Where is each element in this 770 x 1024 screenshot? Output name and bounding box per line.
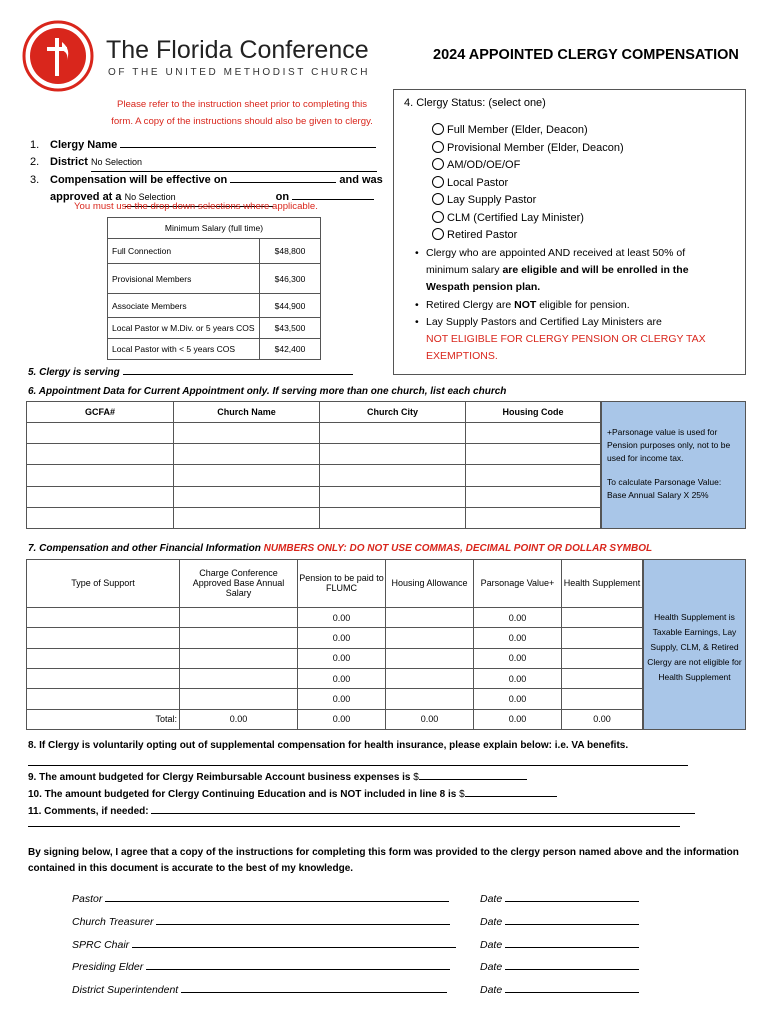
parsonage-cell: 0.00 bbox=[474, 648, 562, 668]
compensation-table bbox=[26, 559, 746, 730]
table-row bbox=[27, 423, 601, 444]
col-type-support: Type of Support bbox=[27, 560, 180, 608]
pension-cell: 0.00 bbox=[298, 668, 386, 688]
col-church-city: Church City bbox=[320, 402, 466, 423]
health-note: Health Supplement is Taxable Earnings, Lay Supply, CLM, & Retired Clergy are not eligible for Health Supplement bbox=[643, 559, 746, 730]
effective-label: Compensation will be effective on bbox=[50, 174, 228, 186]
gcfa-cell[interactable] bbox=[27, 423, 174, 444]
instruction-line-2: form. A copy of the instructions should also be given to clergy. bbox=[111, 116, 373, 127]
clergy-name-input[interactable] bbox=[120, 147, 376, 148]
section10-label: 10. The amount budgeted for Clergy Continuing Education and is NOT included in line 8 is bbox=[28, 789, 457, 800]
table-row bbox=[27, 444, 601, 465]
dollar-sign: $ bbox=[413, 772, 419, 783]
signature-line[interactable] bbox=[156, 924, 450, 925]
district-select[interactable]: No Selection bbox=[91, 154, 377, 172]
section7-label: 7. Compensation and other Financial Information bbox=[28, 543, 261, 554]
church-name-cell[interactable] bbox=[174, 444, 320, 465]
support-type-cell[interactable] bbox=[27, 607, 180, 627]
date-label: Date bbox=[480, 984, 503, 997]
section5-label: 5. Clergy is serving bbox=[28, 367, 120, 378]
date-line[interactable] bbox=[505, 992, 639, 993]
church-city-cell[interactable] bbox=[320, 465, 466, 486]
col-housing: Housing Allowance bbox=[386, 560, 474, 608]
lay-supply-note: • Lay Supply Pastors and Certified Lay Ministers are NOT ELIGIBLE FOR CLERGY PENSION OR CLERGY TAX EXEMPTIONS. bbox=[414, 314, 739, 366]
housing-code-cell[interactable] bbox=[466, 423, 601, 444]
signature-line[interactable] bbox=[105, 901, 449, 902]
min-salary-label: Full Connection bbox=[108, 239, 260, 264]
on-label: on bbox=[275, 191, 290, 203]
min-salary-label: Local Pastor w M.Div. or 5 years COS bbox=[108, 318, 260, 339]
table-row bbox=[27, 648, 643, 668]
approved-select[interactable]: No Selection bbox=[125, 189, 273, 207]
section11-label: 11. Comments, if needed: bbox=[28, 806, 149, 817]
health-cell[interactable] bbox=[562, 648, 643, 668]
pension-cell: 0.00 bbox=[298, 607, 386, 627]
min-salary-label: Associate Members bbox=[108, 294, 260, 318]
church-city-cell[interactable] bbox=[320, 444, 466, 465]
col-parsonage: Parsonage Value+ bbox=[474, 560, 562, 608]
form-title: 2024 APPOINTED CLERGY COMPENSATION bbox=[433, 47, 739, 63]
signature-row bbox=[72, 888, 456, 911]
min-salary-value: $42,400 bbox=[260, 339, 321, 360]
total-salary: 0.00 bbox=[180, 709, 298, 729]
status-option[interactable]: CLM (Certified Lay Minister) bbox=[432, 210, 624, 228]
section9-label: 9. The amount budgeted for Clergy Reimbursable Account business expenses is bbox=[28, 772, 411, 783]
date-label: Date bbox=[480, 961, 503, 974]
date-line[interactable] bbox=[505, 947, 639, 948]
gcfa-cell[interactable] bbox=[27, 444, 174, 465]
church-name-cell[interactable] bbox=[174, 423, 320, 444]
salary-cell[interactable] bbox=[180, 668, 298, 688]
status-option[interactable]: Lay Supply Pastor bbox=[432, 192, 624, 210]
comments-input-line2[interactable] bbox=[28, 826, 680, 827]
col-church-name: Church Name bbox=[174, 402, 320, 423]
church-city-cell[interactable] bbox=[320, 486, 466, 507]
status-options bbox=[432, 122, 624, 245]
salary-cell[interactable] bbox=[180, 689, 298, 709]
health-cell[interactable] bbox=[562, 689, 643, 709]
radio-icon[interactable] bbox=[432, 193, 444, 205]
table-row bbox=[27, 607, 643, 627]
total-pension: 0.00 bbox=[298, 709, 386, 729]
district-label: District bbox=[50, 156, 88, 168]
min-salary-value: $44,900 bbox=[260, 294, 321, 318]
signature-line[interactable] bbox=[146, 969, 450, 970]
health-cell[interactable] bbox=[562, 607, 643, 627]
housing-code-cell[interactable] bbox=[466, 486, 601, 507]
health-cell[interactable] bbox=[562, 668, 643, 688]
salary-cell[interactable] bbox=[180, 607, 298, 627]
radio-icon[interactable] bbox=[432, 141, 444, 153]
gcfa-cell[interactable] bbox=[27, 486, 174, 507]
dollar-sign: $ bbox=[459, 789, 465, 800]
table-row bbox=[27, 668, 643, 688]
min-salary-label: Local Pastor with < 5 years COS bbox=[108, 339, 260, 360]
section8-input[interactable] bbox=[28, 765, 688, 766]
gcfa-cell[interactable] bbox=[27, 507, 174, 528]
table-row bbox=[27, 628, 643, 648]
section6-label: 6. Appointment Data for Current Appointment only. If serving more than one church, list each church bbox=[28, 386, 507, 397]
signature-line[interactable] bbox=[181, 992, 447, 993]
radio-icon[interactable] bbox=[432, 123, 444, 135]
dropdown-note: You must use the drop down selections where applicable. bbox=[74, 201, 318, 212]
clergy-status-title: 4. Clergy Status: (select one) bbox=[404, 97, 546, 109]
and-was-label: and was bbox=[339, 174, 383, 186]
church-name-cell[interactable] bbox=[174, 465, 320, 486]
retired-note: • Retired Clergy are NOT eligible for pension. bbox=[414, 297, 739, 314]
table-row bbox=[27, 486, 601, 507]
col-pension: Pension to be paid to FLUMC bbox=[298, 560, 386, 608]
pension-cell: 0.00 bbox=[298, 689, 386, 709]
status-option[interactable]: Retired Pastor bbox=[432, 227, 624, 245]
agreement-line-1: By signing below, I agree that a copy of the instructions for completing this form was provided to the clergy person named above and the information bbox=[28, 847, 739, 858]
status-option[interactable]: AM/OD/OE/OF bbox=[432, 157, 624, 175]
total-health: 0.00 bbox=[562, 709, 643, 729]
continuing-ed-input[interactable] bbox=[465, 796, 557, 797]
church-name-cell[interactable] bbox=[174, 486, 320, 507]
signature-row bbox=[72, 979, 456, 1002]
min-salary-value: $48,800 bbox=[260, 239, 321, 264]
comments-input[interactable] bbox=[151, 813, 695, 814]
pension-cell: 0.00 bbox=[298, 648, 386, 668]
date-label: Date bbox=[480, 938, 503, 951]
org-subtitle: OF THE UNITED METHODIST CHURCH bbox=[108, 67, 371, 78]
min-salary-header: Minimum Salary (full time) bbox=[108, 218, 321, 239]
status-option[interactable]: Local Pastor bbox=[432, 175, 624, 193]
date-line[interactable] bbox=[505, 924, 639, 925]
col-health: Health Supplement bbox=[562, 560, 643, 608]
parsonage-cell: 0.00 bbox=[474, 628, 562, 648]
housing-cell[interactable] bbox=[386, 668, 474, 688]
salary-cell[interactable] bbox=[180, 628, 298, 648]
section8-label: 8. If Clergy is voluntarily opting out of supplemental compensation for health insurance, please explain below: i.e. VA benefits. bbox=[28, 740, 629, 751]
col-housing-code: Housing Code bbox=[466, 402, 601, 423]
support-type-cell[interactable] bbox=[27, 668, 180, 688]
instruction-line-1: Please refer to the instruction sheet prior to completing this bbox=[116, 99, 368, 110]
signature-row bbox=[72, 911, 456, 934]
approved-label: approved at a bbox=[50, 191, 122, 203]
agreement-line-2: contained in this document is accurate to the best of my knowledge. bbox=[28, 863, 354, 874]
parsonage-cell: 0.00 bbox=[474, 689, 562, 709]
table-row bbox=[27, 507, 601, 528]
table-row bbox=[27, 465, 601, 486]
signature-line[interactable] bbox=[132, 947, 456, 948]
radio-icon[interactable] bbox=[432, 211, 444, 223]
parsonage-note: +Parsonage value is used for Pension purposes only, not to be used for income tax. To calculate Parsonage Value: Base Annual Salary X 25% bbox=[601, 401, 746, 529]
housing-cell[interactable] bbox=[386, 648, 474, 668]
date-label: Date bbox=[480, 893, 503, 905]
num-3: 3. bbox=[30, 174, 40, 186]
effective-date-input[interactable] bbox=[230, 182, 336, 183]
cross-flame-icon bbox=[22, 20, 94, 92]
col-base-salary: Charge Conference Approved Base Annual Salary bbox=[180, 560, 298, 608]
radio-icon[interactable] bbox=[432, 158, 444, 170]
section7-warning: NUMBERS ONLY: DO NOT USE COMMAS, DECIMAL POINT OR DOLLAR SYMBOL bbox=[263, 543, 653, 554]
approved-date-input[interactable] bbox=[292, 199, 374, 200]
pension-cell: 0.00 bbox=[298, 628, 386, 648]
total-housing: 0.00 bbox=[386, 709, 474, 729]
date-label: Date bbox=[480, 915, 503, 928]
church-city-cell[interactable] bbox=[320, 507, 466, 528]
date-line[interactable] bbox=[505, 969, 639, 970]
housing-cell[interactable] bbox=[386, 689, 474, 709]
clergy-status-box bbox=[393, 89, 746, 375]
signature-role: Presiding Elder bbox=[72, 961, 144, 974]
col-gcfa: GCFA# bbox=[27, 402, 174, 423]
housing-cell[interactable] bbox=[386, 607, 474, 627]
support-type-cell[interactable] bbox=[27, 628, 180, 648]
signature-role: Church Treasurer bbox=[72, 915, 154, 928]
support-type-cell[interactable] bbox=[27, 689, 180, 709]
signature-role: District Superintendent bbox=[72, 984, 179, 997]
table-row bbox=[27, 689, 643, 709]
total-label: Total: bbox=[27, 709, 180, 729]
support-type-cell[interactable] bbox=[27, 648, 180, 668]
signature-row bbox=[72, 934, 456, 957]
status-option[interactable]: Provisional Member (Elder, Deacon) bbox=[432, 140, 624, 158]
reimbursable-input[interactable] bbox=[419, 779, 527, 780]
gcfa-cell[interactable] bbox=[27, 465, 174, 486]
min-salary-value: $43,500 bbox=[260, 318, 321, 339]
logo bbox=[22, 20, 94, 92]
housing-code-cell[interactable] bbox=[466, 507, 601, 528]
clergy-serving-input[interactable] bbox=[123, 374, 353, 375]
num-2: 2. bbox=[30, 156, 40, 168]
signature-role: Pastor bbox=[72, 893, 103, 905]
eligibility-note: • Clergy who are appointed AND received at least 50% of minimum salary are eligible and will be enrolled in the Wespath pension plan. bbox=[414, 245, 739, 297]
num-1: 1. bbox=[30, 139, 40, 151]
clergy-name-label: Clergy Name bbox=[50, 139, 118, 151]
date-line[interactable] bbox=[505, 901, 639, 902]
church-city-cell[interactable] bbox=[320, 423, 466, 444]
church-name-cell[interactable] bbox=[174, 507, 320, 528]
signature-row bbox=[72, 956, 456, 979]
radio-icon[interactable] bbox=[432, 228, 444, 240]
housing-code-cell[interactable] bbox=[466, 444, 601, 465]
radio-icon[interactable] bbox=[432, 176, 444, 188]
health-cell[interactable] bbox=[562, 628, 643, 648]
org-name: The Florida Conference bbox=[106, 36, 369, 64]
salary-cell[interactable] bbox=[180, 648, 298, 668]
housing-cell[interactable] bbox=[386, 628, 474, 648]
signature-role: SPRC Chair bbox=[72, 938, 130, 951]
total-parsonage: 0.00 bbox=[474, 709, 562, 729]
min-salary-table bbox=[107, 217, 321, 360]
parsonage-cell: 0.00 bbox=[474, 607, 562, 627]
housing-code-cell[interactable] bbox=[466, 465, 601, 486]
appointment-table bbox=[26, 401, 746, 529]
status-option[interactable]: Full Member (Elder, Deacon) bbox=[432, 122, 624, 140]
parsonage-cell: 0.00 bbox=[474, 668, 562, 688]
min-salary-label: Provisional Members bbox=[108, 264, 260, 294]
totals-row bbox=[27, 709, 643, 729]
min-salary-value: $46,300 bbox=[260, 264, 321, 294]
